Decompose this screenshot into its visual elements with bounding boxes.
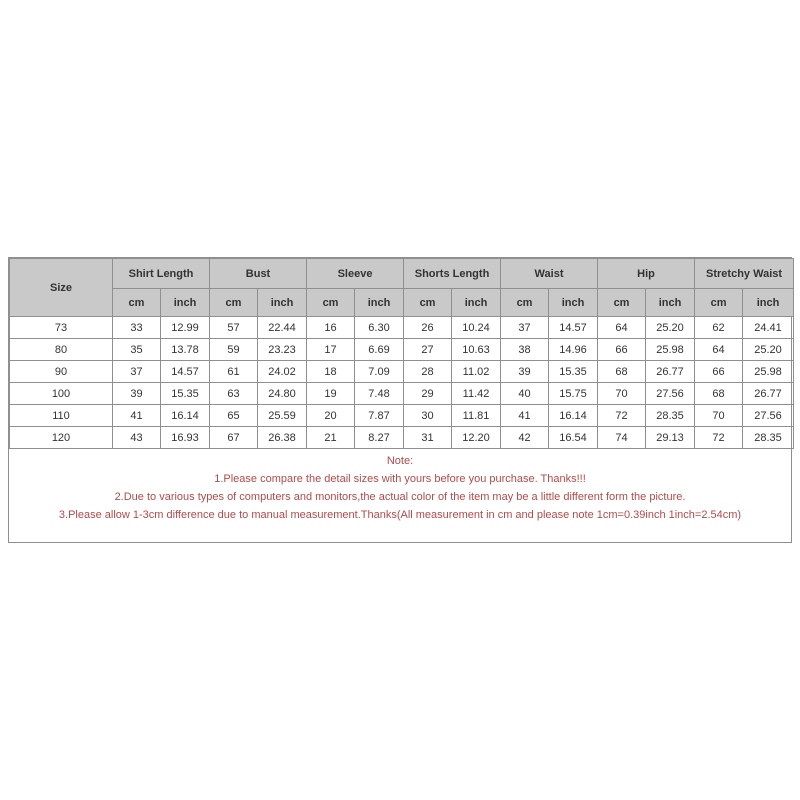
unit-cm-header: cm [210,289,258,317]
table-cell: 15.35 [549,361,598,383]
table-cell: 43 [113,427,161,449]
table-cell: 74 [598,427,646,449]
table-cell: 26.77 [646,361,695,383]
table-cell: 62 [695,317,743,339]
size-cell: 73 [10,317,113,339]
table-cell: 21 [307,427,355,449]
table-cell: 7.09 [355,361,404,383]
table-cell: 16.14 [161,405,210,427]
table-cell: 37 [501,317,549,339]
table-cell: 31 [404,427,452,449]
shirt-length-header: Shirt Length [113,259,210,289]
stretchy-waist-header: Stretchy Waist [695,259,794,289]
table-cell: 35 [113,339,161,361]
note-title: Note: [386,455,414,467]
unit-inch-header: inch [161,289,210,317]
table-cell: 10.24 [452,317,501,339]
table-cell: 25.98 [646,339,695,361]
note-line-2: 2.Due to various types of computers and monitors,the actual color of the item may be a little different form the picture. [114,491,686,503]
size-chart [8,257,792,543]
table-cell: 39 [113,383,161,405]
table-cell: 72 [695,427,743,449]
table-cell: 39 [501,361,549,383]
table-cell: 12.20 [452,427,501,449]
table-row [10,317,794,339]
table-cell: 61 [210,361,258,383]
table-cell: 11.42 [452,383,501,405]
table-cell: 16.93 [161,427,210,449]
unit-cm-header: cm [307,289,355,317]
table-cell: 66 [695,361,743,383]
size-header: Size [10,259,113,317]
unit-inch-header: inch [549,289,598,317]
table-cell: 29.13 [646,427,695,449]
table-cell: 42 [501,427,549,449]
table-cell: 14.57 [161,361,210,383]
table-cell: 7.48 [355,383,404,405]
table-cell: 28.35 [743,427,794,449]
table-cell: 40 [501,383,549,405]
table-cell: 26.38 [258,427,307,449]
table-row [10,405,794,427]
table-cell: 59 [210,339,258,361]
unit-cm-header: cm [113,289,161,317]
unit-cm-header: cm [598,289,646,317]
unit-inch-header: inch [743,289,794,317]
table-cell: 70 [598,383,646,405]
size-table-body [10,317,794,449]
table-cell: 33 [113,317,161,339]
table-cell: 11.02 [452,361,501,383]
note-section [9,452,791,524]
table-cell: 14.57 [549,317,598,339]
table-cell: 24.02 [258,361,307,383]
table-cell: 16 [307,317,355,339]
table-cell: 25.59 [258,405,307,427]
table-cell: 8.27 [355,427,404,449]
table-cell: 19 [307,383,355,405]
size-table [9,258,794,449]
table-cell: 24.41 [743,317,794,339]
table-cell: 15.75 [549,383,598,405]
table-cell: 25.98 [743,361,794,383]
table-cell: 28 [404,361,452,383]
table-cell: 25.20 [646,317,695,339]
waist-header: Waist [501,259,598,289]
table-cell: 41 [501,405,549,427]
table-row [10,339,794,361]
table-cell: 24.80 [258,383,307,405]
table-cell: 63 [210,383,258,405]
table-cell: 28.35 [646,405,695,427]
unit-cm-header: cm [501,289,549,317]
note-line-1: 1.Please compare the detail sizes with yours before you purchase. Thanks!!! [214,473,586,485]
table-cell: 57 [210,317,258,339]
unit-inch-header: inch [452,289,501,317]
table-row [10,383,794,405]
table-cell: 67 [210,427,258,449]
table-cell: 37 [113,361,161,383]
table-cell: 70 [695,405,743,427]
table-cell: 12.99 [161,317,210,339]
table-row [10,361,794,383]
unit-cm-header: cm [404,289,452,317]
note-line-3: 3.Please allow 1-3cm difference due to manual measurement.Thanks(All measurement in cm and please note 1cm=0.39inch 1inch=2.54cm) [58,509,742,521]
sleeve-header: Sleeve [307,259,404,289]
table-cell: 10.63 [452,339,501,361]
table-cell: 7.87 [355,405,404,427]
size-cell: 100 [10,383,113,405]
hip-header: Hip [598,259,695,289]
table-cell: 26 [404,317,452,339]
table-cell: 41 [113,405,161,427]
bust-header: Bust [210,259,307,289]
table-cell: 66 [598,339,646,361]
table-cell: 30 [404,405,452,427]
table-cell: 68 [695,383,743,405]
unit-inch-header: inch [258,289,307,317]
table-cell: 6.69 [355,339,404,361]
table-cell: 27.56 [646,383,695,405]
table-cell: 64 [695,339,743,361]
table-cell: 64 [598,317,646,339]
table-cell: 20 [307,405,355,427]
table-cell: 16.14 [549,405,598,427]
table-cell: 25.20 [743,339,794,361]
size-cell: 110 [10,405,113,427]
table-cell: 68 [598,361,646,383]
table-cell: 6.30 [355,317,404,339]
unit-inch-header: inch [646,289,695,317]
table-cell: 27 [404,339,452,361]
size-cell: 120 [10,427,113,449]
table-cell: 23.23 [258,339,307,361]
size-cell: 80 [10,339,113,361]
size-cell: 90 [10,361,113,383]
table-row [10,427,794,449]
table-cell: 18 [307,361,355,383]
table-cell: 11.81 [452,405,501,427]
unit-inch-header: inch [355,289,404,317]
table-cell: 29 [404,383,452,405]
table-cell: 27.56 [743,405,794,427]
table-cell: 38 [501,339,549,361]
shorts-length-header: Shorts Length [404,259,501,289]
table-cell: 15.35 [161,383,210,405]
table-cell: 17 [307,339,355,361]
table-cell: 22.44 [258,317,307,339]
table-cell: 26.77 [743,383,794,405]
table-cell: 16.54 [549,427,598,449]
table-cell: 13.78 [161,339,210,361]
table-cell: 65 [210,405,258,427]
table-cell: 72 [598,405,646,427]
unit-cm-header: cm [695,289,743,317]
table-cell: 14.96 [549,339,598,361]
